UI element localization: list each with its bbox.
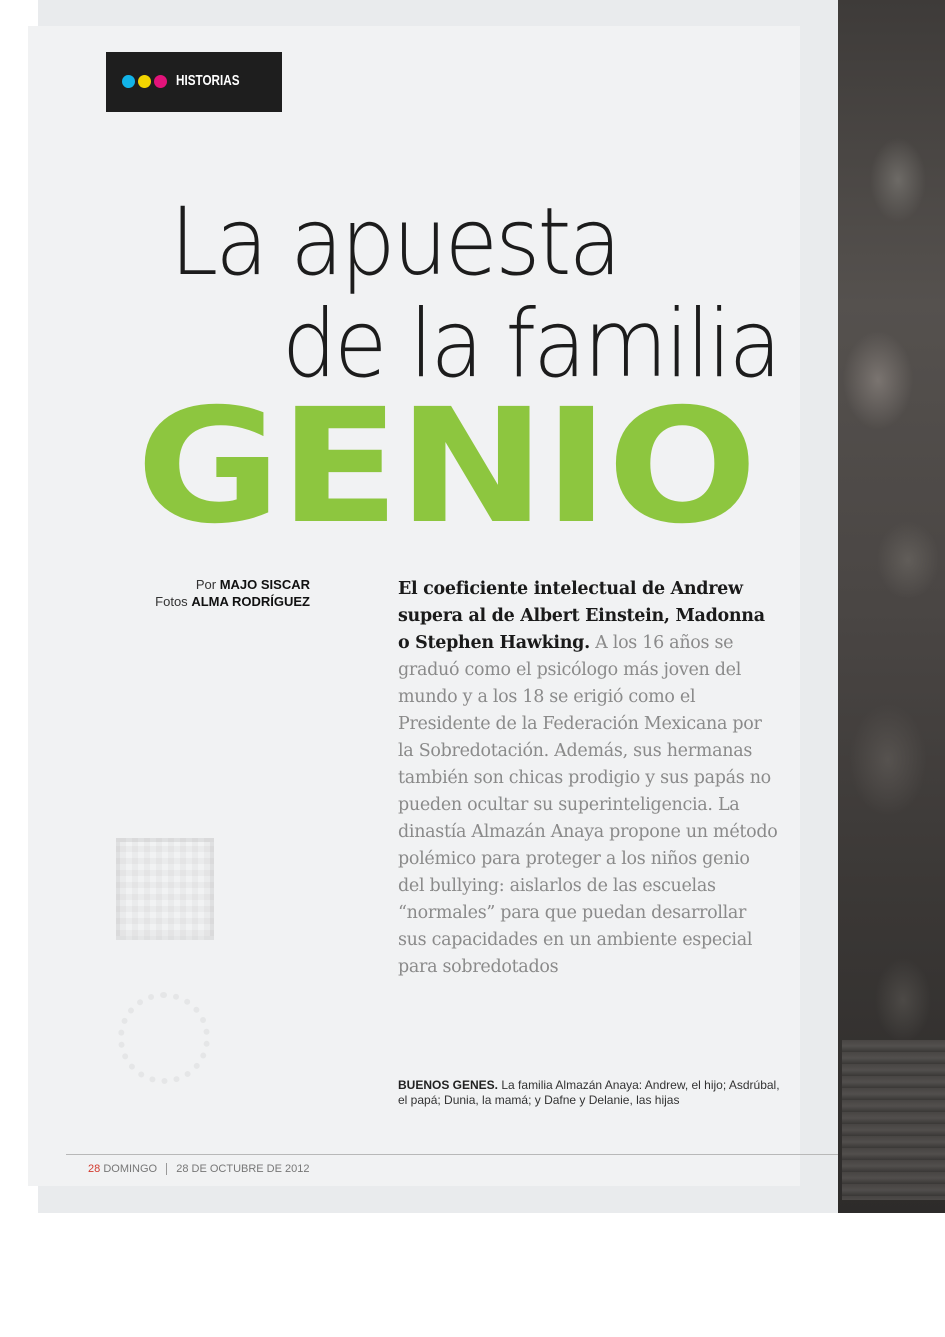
yellow-dot-icon [138, 75, 151, 88]
footer-rule [66, 1154, 838, 1155]
lede-lead-sentence: El coeficiente intelectual de Andrew supera al de Albert Einstein, Madonna o Stephen Hawking. [398, 579, 765, 653]
section-label: HISTORIAS [176, 72, 240, 89]
cyan-dot-icon [122, 75, 135, 88]
author-name: MAJO SISCAR [219, 577, 310, 592]
photo-stone-ledge [842, 1040, 945, 1200]
article-lede [398, 576, 778, 981]
qr-code-bleedthrough [116, 838, 214, 940]
author-role: Por [195, 577, 217, 592]
byline [120, 576, 310, 610]
headline-highlight: GENIO [136, 375, 756, 559]
headline-line-1: La apuesta [170, 188, 619, 297]
page-number: 28 [88, 1163, 101, 1175]
footer-separator [166, 1163, 167, 1175]
photo-credit [120, 593, 310, 610]
page-footer [88, 1163, 310, 1175]
background-photo [838, 0, 945, 1213]
magenta-dot-icon [154, 75, 167, 88]
publication-name: DOMINGO [103, 1163, 158, 1175]
headline-line-2: de la familia [282, 290, 779, 399]
section-tab [106, 52, 282, 112]
seal-bleedthrough [118, 992, 210, 1084]
caption-head: BUENOS GENES. [398, 1078, 499, 1092]
author-credit [120, 576, 310, 593]
photo-name: ALMA RODRÍGUEZ [191, 594, 310, 609]
photo-role: Fotos [155, 594, 188, 609]
photo-caption [398, 1078, 788, 1108]
issue-date: 28 DE OCTUBRE DE 2012 [176, 1163, 310, 1175]
lede-body: A los 16 años se graduó como el psicólogo más joven del mundo y a los 18 se erigió como el Presidente de la Federación Mexicana por la Sobredotación. Además, sus hermanas también son chicas prodigio y sus papás no pueden ocultar su superinteligencia. La dinastía Almazán Anaya propone un método polémico para proteger a los niños genio del bullying: aislarlos de las escuelas “normales” para que puedan desarrollar sus capacidades en un ambiente especial para sobredotados [398, 633, 778, 977]
caption-text: La familia Almazán Anaya: Andrew, el hijo; Asdrúbal, el papá; Dunia, la mamá; y Dafne y Delanie, las hijas [398, 1078, 780, 1107]
